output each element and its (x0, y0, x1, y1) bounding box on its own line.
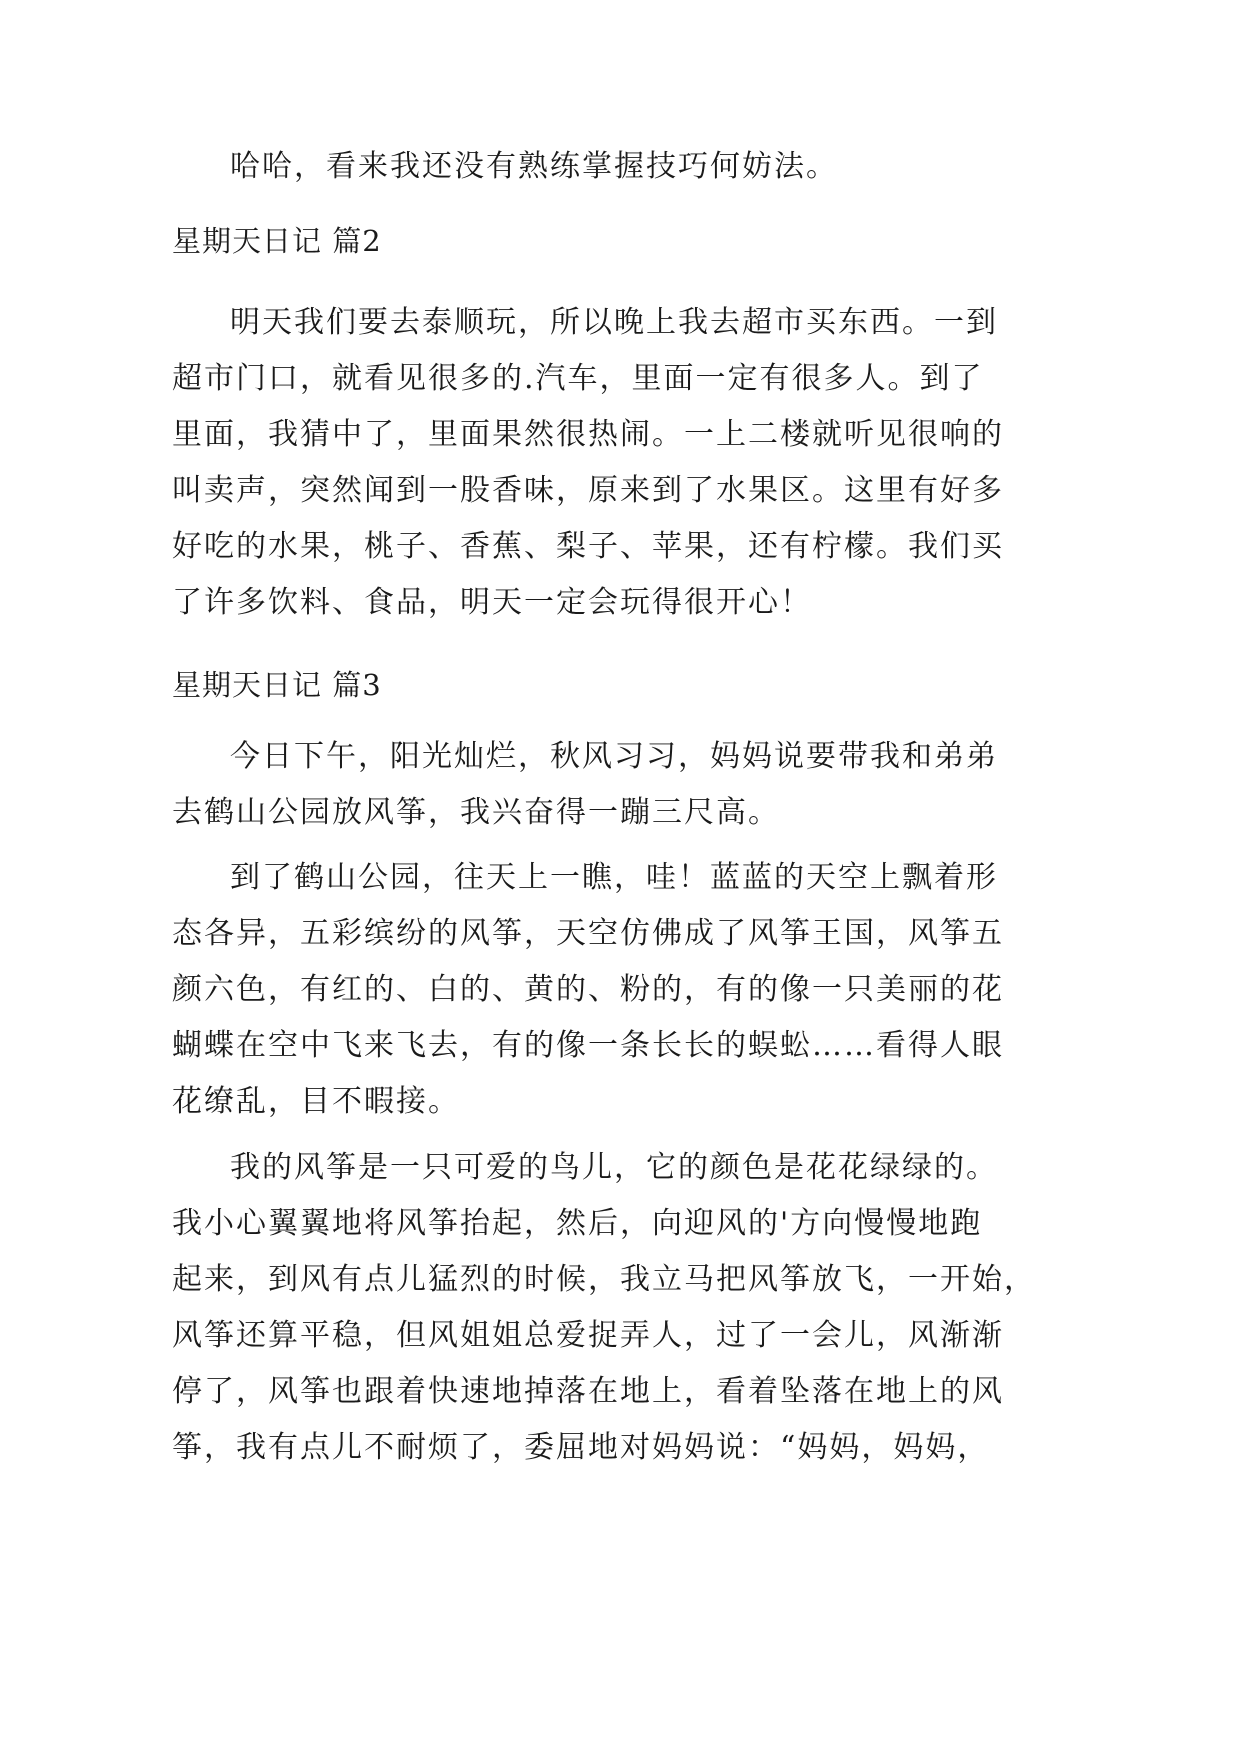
text-line: 今日下午，阳光灿烂，秋风习习，妈妈说要带我和弟弟 (230, 739, 998, 774)
text-line: 我小心翼翼地将风筝抬起，然后，向迎风的'方向慢慢地跑 (172, 1206, 983, 1241)
text-line: 好吃的水果，桃子、香蕉、梨子、苹果，还有柠檬。我们买 (172, 529, 1004, 564)
entry-heading-3: 星期天日记 篇3 (172, 668, 382, 702)
intro-line: 哈哈，看来我还没有熟练掌握技巧何妨法。 (230, 149, 838, 184)
text-line: 去鹤山公园放风筝，我兴奋得一蹦三尺高。 (172, 795, 780, 830)
text-line: 风筝还算平稳，但风姐姐总爱捉弄人，过了一会儿，风渐渐 (172, 1318, 1004, 1353)
text-line: 停了，风筝也跟着快速地掉落在地上，看着坠落在地上的风 (172, 1374, 1004, 1409)
text-line: 蝴蝶在空中飞来飞去，有的像一条长长的蜈蚣……看得人眼 (172, 1028, 1004, 1063)
text-line: 我的风筝是一只可爱的鸟儿，它的颜色是花花绿绿的。 (230, 1150, 998, 1185)
text-line: 到了鹤山公园，往天上一瞧，哇！蓝蓝的天空上飘着形 (230, 860, 998, 895)
text-line: 里面，我猜中了，里面果然很热闹。一上二楼就听见很响的 (172, 417, 1004, 452)
entry-heading-2: 星期天日记 篇2 (172, 224, 382, 258)
text-line: 态各异，五彩缤纷的风筝，天空仿佛成了风筝王国，风筝五 (172, 916, 1004, 951)
text-line: 筝，我有点儿不耐烦了，委屈地对妈妈说：“妈妈，妈妈， (172, 1430, 990, 1465)
text-line: 明天我们要去泰顺玩，所以晚上我去超市买东西。一到 (230, 305, 998, 340)
text-line: 叫卖声，突然闻到一股香味，原来到了水果区。这里有好多 (172, 473, 1004, 508)
text-line: 超市门口，就看见很多的.汽车，里面一定有很多人。到了 (172, 361, 984, 396)
text-line: 颜六色，有红的、白的、黄的、粉的，有的像一只美丽的花 (172, 972, 1004, 1007)
text-line: 起来，到风有点儿猛烈的时候，我立马把风筝放飞，一开始， (172, 1262, 1036, 1297)
text-line: 了许多饮料、食品，明天一定会玩得很开心！ (172, 585, 812, 620)
text-line: 花缭乱，目不暇接。 (172, 1084, 460, 1119)
